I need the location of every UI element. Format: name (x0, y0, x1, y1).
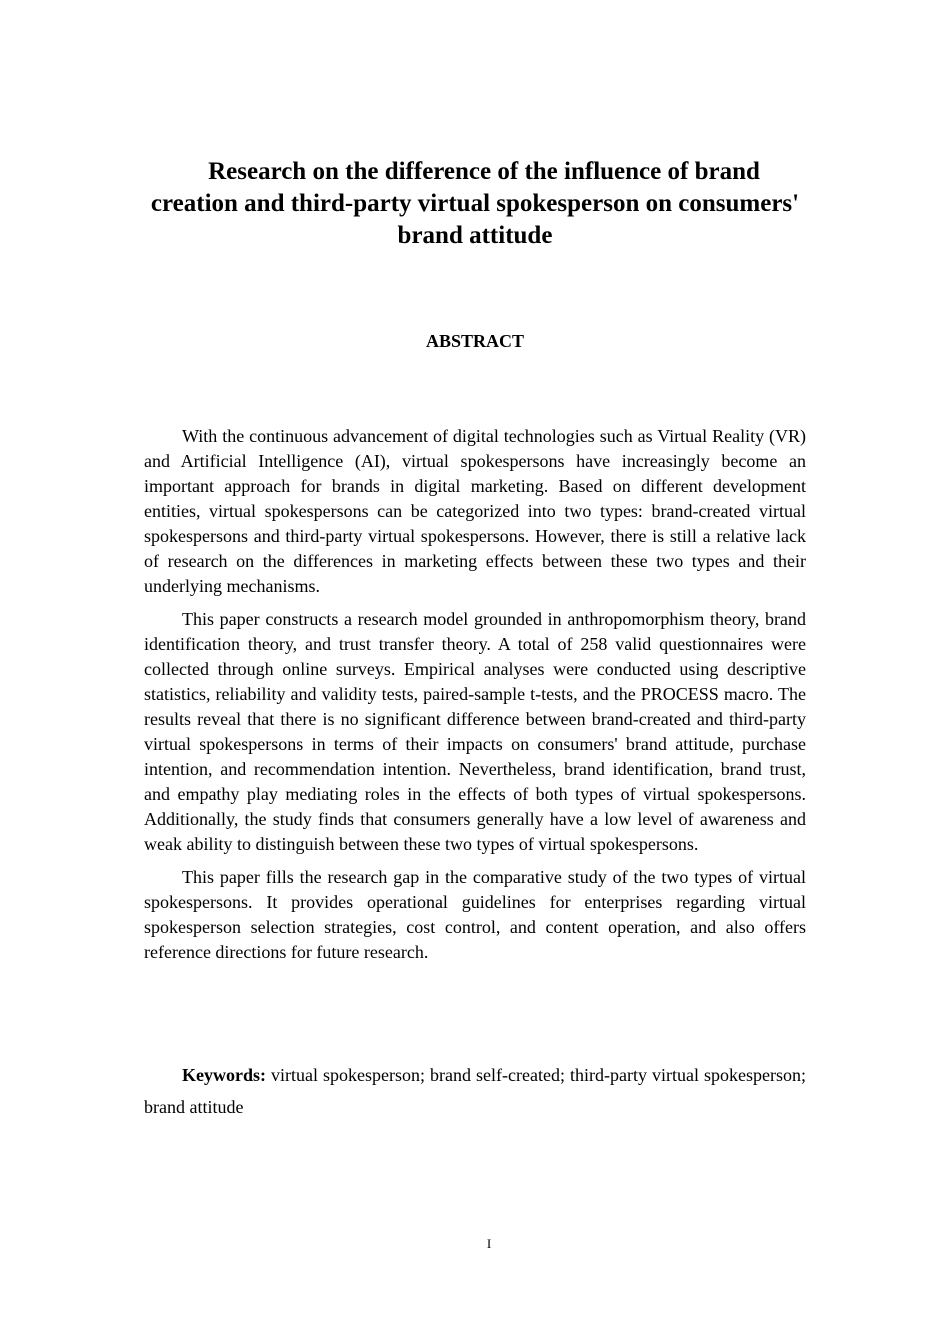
keywords-text: virtual spokesperson; brand self-created; third-party virtual spokesperson; brand attitude (144, 1065, 806, 1117)
page-number: I (486, 1236, 492, 1251)
keywords (144, 1059, 806, 1123)
title-line: brand attitude (397, 222, 553, 249)
title-line: Research on the difference of the influence of brand (208, 158, 760, 185)
title-line: creation and third-party virtual spokesperson on consumers' (150, 190, 800, 217)
abstract-paragraph: With the continuous advancement of digital technologies such as Virtual Reality (VR) and Artificial Intelligence (AI), virtual spokespersons have increasingly become an important approach for brands in digital marketing. Based on different development entities, virtual spokespersons can be categorized into two types: brand-created virtual spokespersons and third-party virtual spokespersons. However, there is still a relative lack of research on the differences in marketing effects between these two types and their underlying mechanisms. (144, 426, 806, 596)
abstract-body (144, 424, 806, 973)
abstract-heading: ABSTRACT (425, 331, 525, 351)
paper-title (130, 156, 820, 252)
keywords-label: Keywords: (182, 1065, 266, 1085)
abstract-paragraph: This paper fills the research gap in the comparative study of the two types of virtual spokespersons. It provides operational guidelines for enterprises regarding virtual spokesperson selection strategies, cost control, and content operation, and also offers reference directions for future research. (144, 867, 806, 962)
abstract-paragraph: This paper constructs a research model grounded in anthropomorphism theory, brand identification theory, and trust transfer theory. A total of 258 valid questionnaires were collected through online surveys. Empirical analyses were conducted using descriptive statistics, reliability and validity tests, paired-sample t-tests, and the PROCESS macro. The results reveal that there is no significant difference between brand-created and third-party virtual spokespersons in terms of their impacts on consumers' brand attitude, purchase intention, and recommendation intention. Nevertheless, brand identification, brand trust, and empathy play mediating roles in the effects of both types of virtual spokespersons. Additionally, the study finds that consumers generally have a low level of awareness and weak ability to distinguish between these two types of virtual spokespersons. (144, 609, 806, 854)
